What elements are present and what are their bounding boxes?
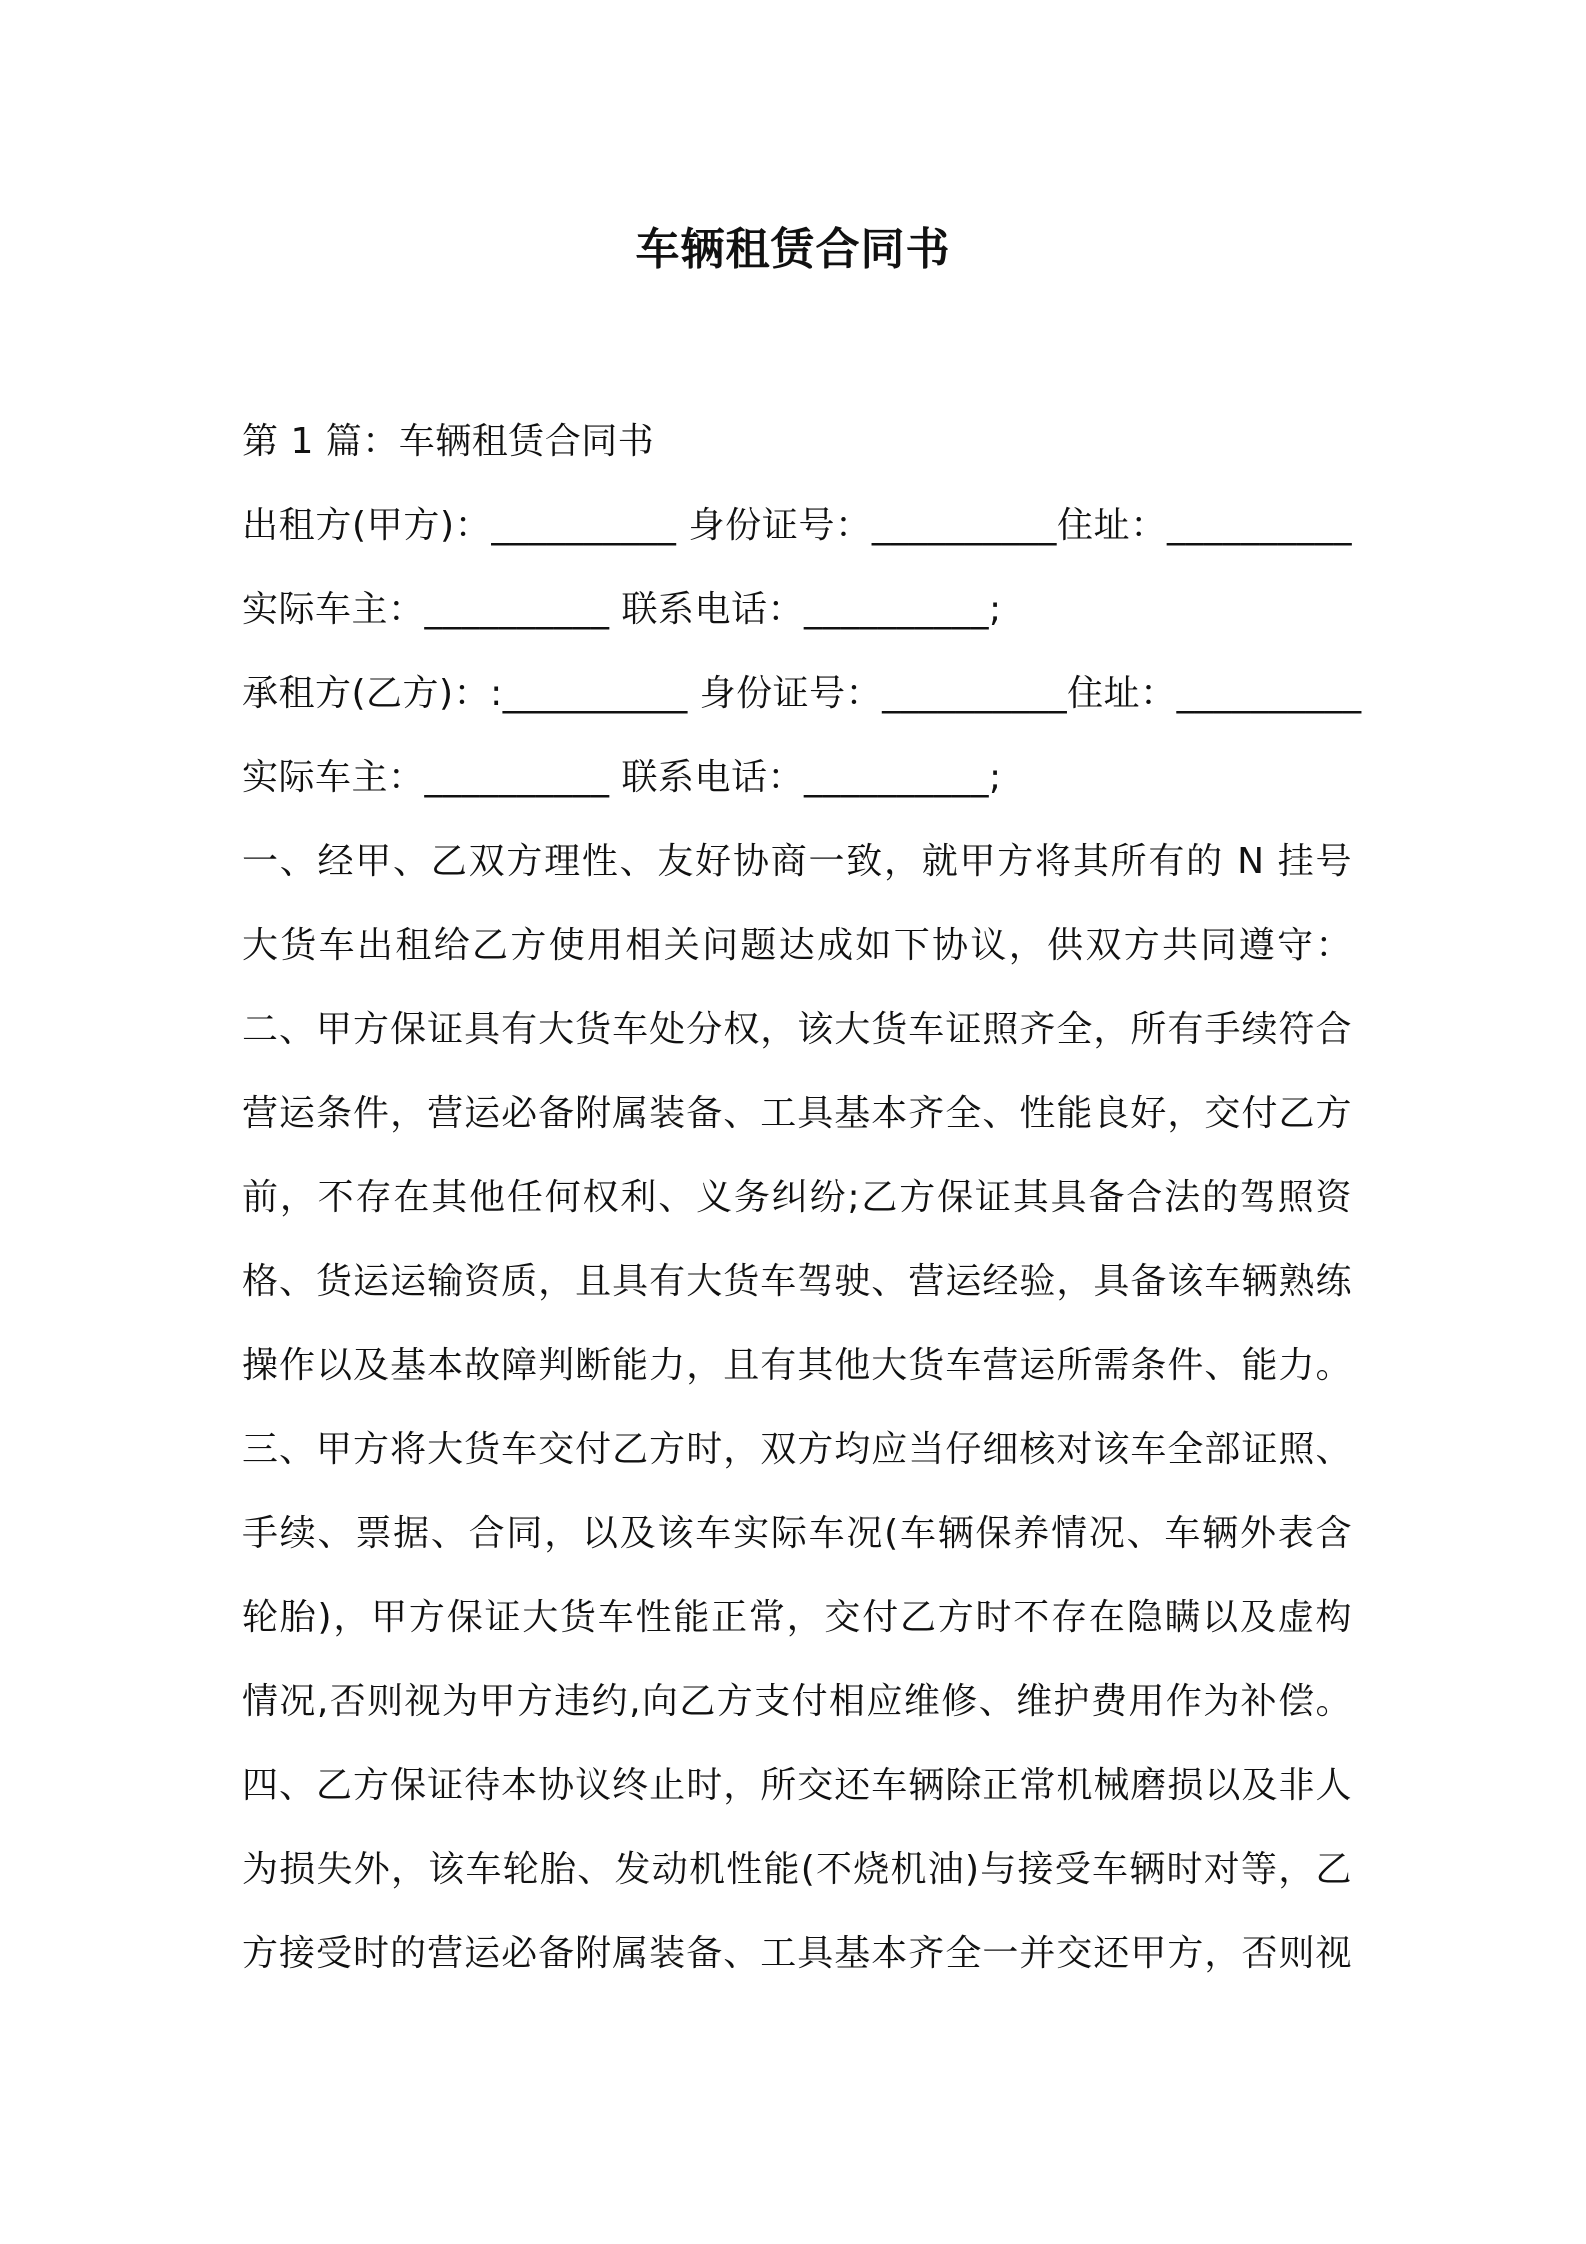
clause-line: 轮胎)，甲方保证大货车性能正常，交付乙方时不存在隐瞒以及虚构: [242, 1597, 1352, 1638]
lessor-owner-line: 实际车主：__________ 联系电话：__________;: [242, 589, 1002, 630]
lessor-info-line: 出租方(甲方)：__________ 身份证号：__________住址：__________: [242, 505, 1352, 546]
document-body: [242, 400, 1362, 1996]
clause-line: 大货车出租给乙方使用相关问题达成如下协议，供双方共同遵守：: [242, 925, 1352, 966]
clause-line: 格、货运运输资质，且具有大货车驾驶、营运经验，具备该车辆熟练: [242, 1261, 1352, 1302]
clause-line: 三、甲方将大货车交付乙方时，双方均应当仔细核对该车全部证照、: [242, 1429, 1352, 1470]
clause-line: 方接受时的营运必备附属装备、工具基本齐全一并交还甲方，否则视: [242, 1933, 1352, 1974]
clause-line: 二、甲方保证具有大货车处分权，该大货车证照齐全，所有手续符合: [242, 1009, 1352, 1050]
clause-line: 一、经甲、乙双方理性、友好协商一致，就甲方将其所有的 N 挂号: [242, 841, 1352, 882]
clause-line: 情况,否则视为甲方违约,向乙方支付相应维修、维护费用作为补偿。: [242, 1681, 1352, 1722]
clause-line: 前，不存在其他任何权利、义务纠纷;乙方保证其具备合法的驾照资: [242, 1177, 1352, 1218]
clause-line: 手续、票据、合同，以及该车实际车况(车辆保养情况、车辆外表含: [242, 1513, 1352, 1554]
lessee-owner-line: 实际车主：__________ 联系电话：__________;: [242, 757, 1002, 798]
clause-line: 为损失外，该车轮胎、发动机性能(不烧机油)与接受车辆时对等，乙: [242, 1849, 1352, 1890]
clause-line: 营运条件，营运必备附属装备、工具基本齐全、性能良好，交付乙方: [242, 1093, 1352, 1134]
section-heading: 第 1 篇：车辆租赁合同书: [242, 421, 655, 462]
clause-line: 操作以及基本故障判断能力，且有其他大货车营运所需条件、能力。: [242, 1345, 1352, 1386]
document-title: 车辆租赁合同书: [635, 224, 951, 275]
clause-line: 四、乙方保证待本协议终止时，所交还车辆除正常机械磨损以及非人: [242, 1765, 1352, 1806]
lessee-info-line: 承租方(乙方)：:__________ 身份证号：__________住址：__________: [242, 673, 1362, 714]
